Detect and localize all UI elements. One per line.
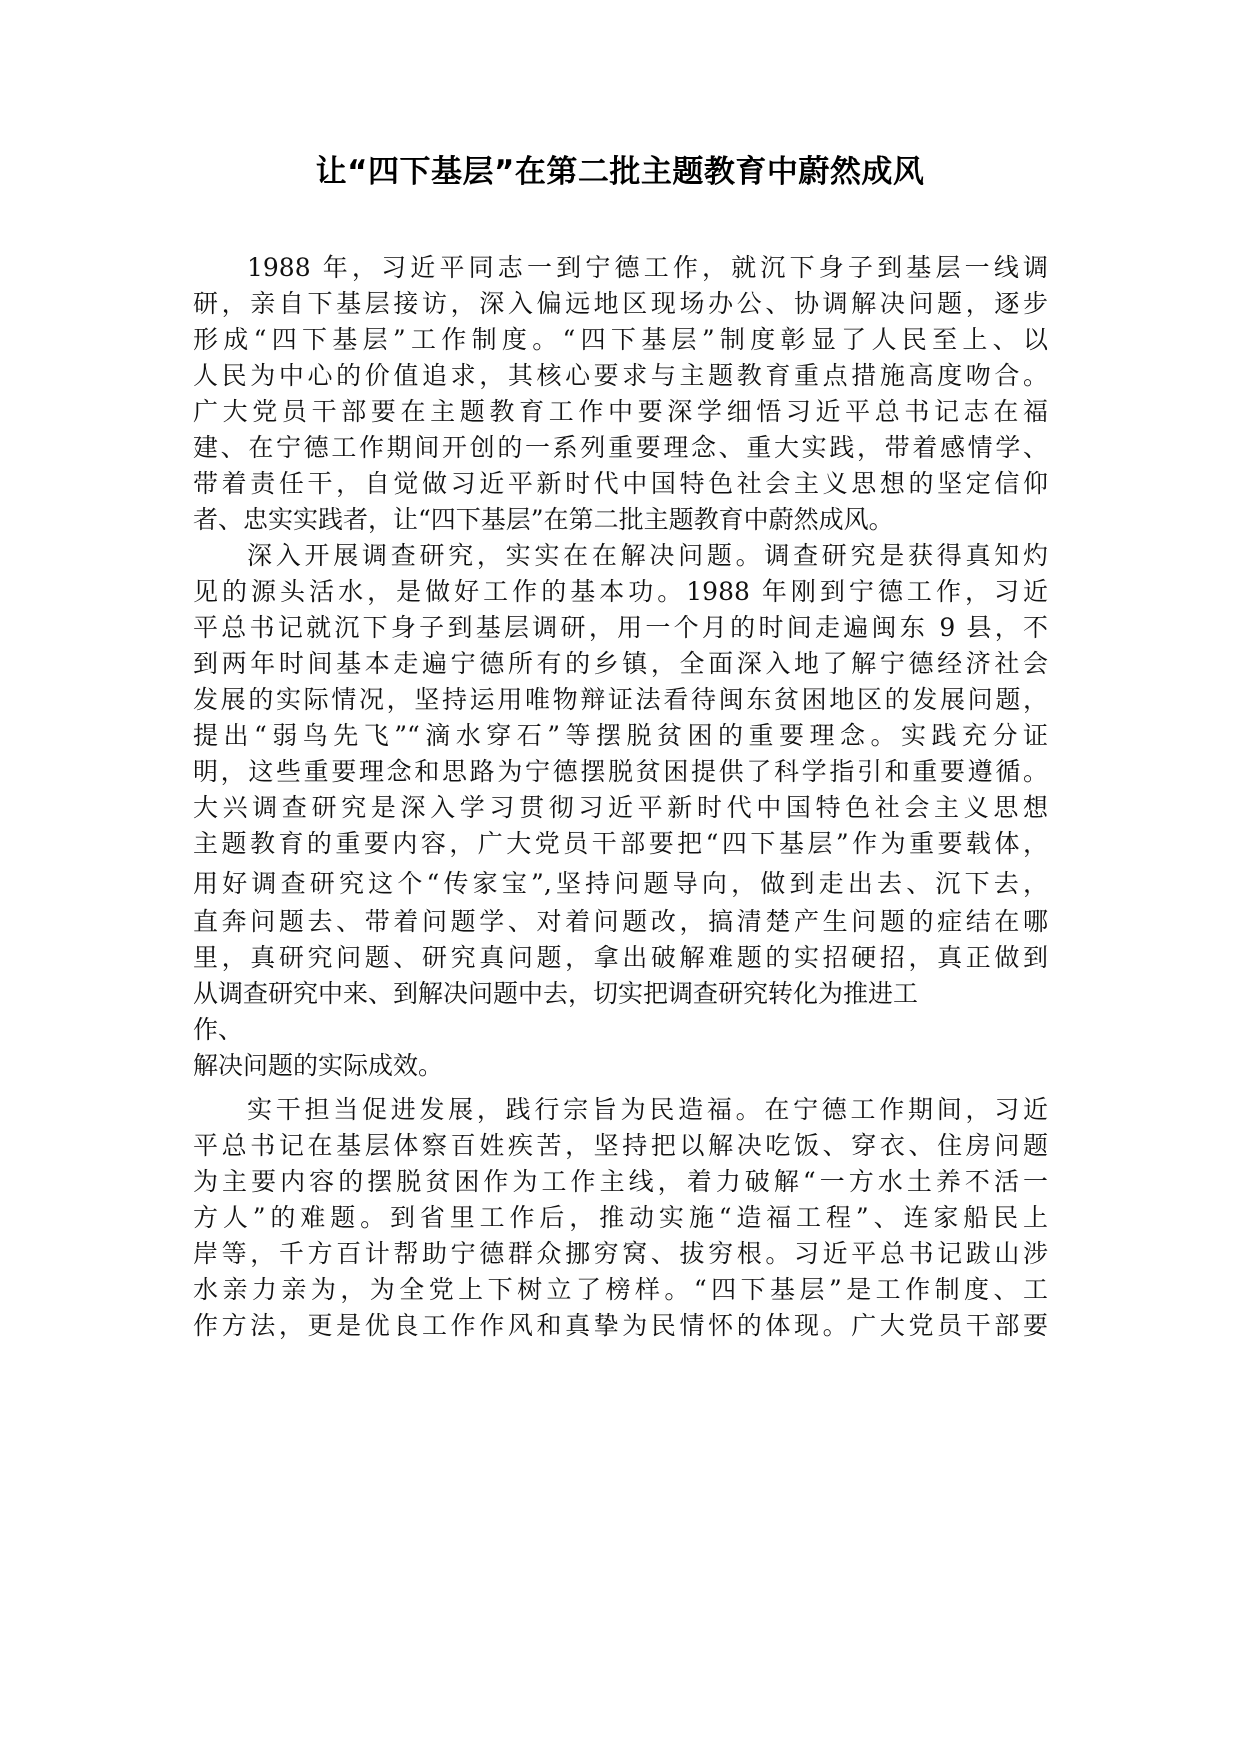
text-line: 广大党员干部要在主题教育工作中要深学细悟习近平总书记志在福	[193, 397, 1048, 426]
text-line: 1988 年，习近平同志一到宁德工作，就沉下身子到基层一线调	[247, 253, 1048, 282]
document-title: 让“四下基层”在第二批主题教育中蔚然成风	[315, 154, 925, 190]
text-line: 明，这些重要理念和思路为宁德摆脱贫困提供了科学指引和重要遵循。	[193, 757, 1048, 786]
text-line: 大兴调查研究是深入学习贯彻习近平新时代中国特色社会主义思想	[193, 793, 1048, 822]
text-line: 人民为中心的价值追求，其核心要求与主题教育重点措施高度吻合。	[193, 361, 1048, 390]
text-line: 方人”的难题。到省里工作后，推动实施“造福工程”、连家船民上	[193, 1203, 1048, 1232]
text-line: 用好调查研究这个“传家宝”,坚持问题导向，做到走出去、沉下去，	[193, 869, 1048, 898]
text-line: 深入开展调查研究，实实在在解决问题。调查研究是获得真知灼	[247, 541, 1048, 570]
text-line: 研，亲自下基层接访，深入偏远地区现场办公、协调解决问题，逐步	[193, 289, 1048, 318]
text-line: 形成“四下基层”工作制度。“四下基层”制度彰显了人民至上、以	[193, 325, 1048, 354]
text-line: 作、	[193, 1015, 244, 1044]
text-line: 平总书记在基层体察百姓疾苦，坚持把以解决吃饭、穿衣、住房问题	[193, 1131, 1048, 1160]
text-line: 建、在宁德工作期间开创的一系列重要理念、重大实践，带着感情学、	[193, 433, 1048, 462]
text-line: 岸等，千方百计帮助宁德群众挪穷窝、拔穷根。习近平总书记跋山涉	[193, 1239, 1048, 1268]
text-line: 作方法，更是优良工作作风和真挚为民情怀的体现。广大党员干部要	[193, 1311, 1048, 1340]
text-line: 到两年时间基本走遍宁德所有的乡镇，全面深入地了解宁德经济社会	[193, 649, 1048, 678]
text-line: 解决问题的实际成效。	[193, 1051, 444, 1080]
text-line: 从调查研究中来、到解决问题中去，切实把调查研究转化为推进工	[193, 979, 919, 1008]
text-line: 提出“弱鸟先飞”“滴水穿石”等摆脱贫困的重要理念。实践充分证	[193, 721, 1048, 750]
text-line: 里，真研究问题、研究真问题，拿出破解难题的实招硬招，真正做到	[193, 943, 1048, 972]
text-line: 带着责任干，自觉做习近平新时代中国特色社会主义思想的坚定信仰	[193, 469, 1048, 498]
text-line: 者、忠实实践者，让“四下基层”在第二批主题教育中蔚然成风。	[193, 505, 894, 534]
text-line: 发展的实际情况，坚持运用唯物辩证法看待闽东贫困地区的发展问题，	[193, 685, 1048, 714]
text-line: 实干担当促进发展，践行宗旨为民造福。在宁德工作期间，习近	[247, 1095, 1048, 1124]
text-line: 水亲力亲为，为全党上下树立了榜样。“四下基层”是工作制度、工	[193, 1275, 1048, 1304]
text-line: 直奔问题去、带着问题学、对着问题改，搞清楚产生问题的症结在哪	[193, 907, 1048, 936]
text-line: 平总书记就沉下身子到基层调研，用一个月的时间走遍闽东 9 县，不	[193, 613, 1048, 642]
text-line: 主题教育的重要内容，广大党员干部要把“四下基层”作为重要载体，	[193, 829, 1048, 858]
text-line: 见的源头活水，是做好工作的基本功。1988 年刚到宁德工作，习近	[193, 577, 1048, 606]
text-line: 为主要内容的摆脱贫困作为工作主线，着力破解“一方水土养不活一	[193, 1167, 1048, 1196]
